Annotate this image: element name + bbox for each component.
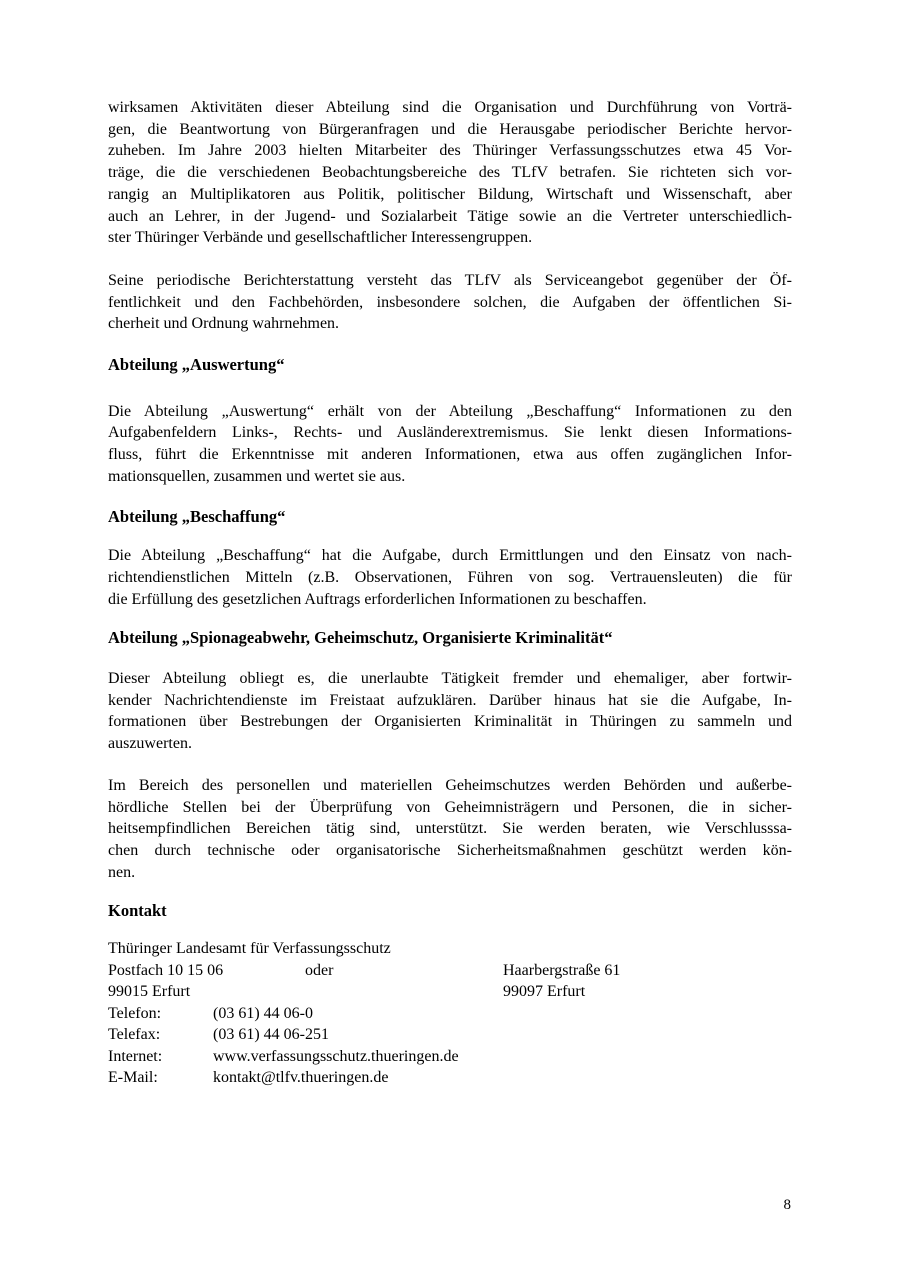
body-paragraph <box>108 270 792 335</box>
section-heading-spionageabwehr: Abteilung „Spionageabwehr, Geheimschutz, Organisierte Kriminalität“ <box>108 628 613 648</box>
paragraph-line: formationen über Bestrebungen der Organisierten Kriminalität in Thüringen zu sammeln und <box>108 713 792 731</box>
page-content <box>108 97 792 1089</box>
street-city: 99097 Erfurt <box>503 983 586 1001</box>
internet-url: www.verfassungsschutz.thueringen.de <box>213 1047 459 1065</box>
organization-name: Thüringer Landesamt für Verfassungsschutz <box>108 940 391 958</box>
paragraph-line: mationsquellen, zusammen und wertet sie aus. <box>108 467 406 485</box>
paragraph-line: richtendienstlichen Mitteln (z.B. Observationen, Führen von sog. Vertrauensleuten) die für <box>108 568 792 586</box>
paragraph-line: fentlichkeit und den Fachbehörden, insbesondere solchen, die Aufgaben der öffentlichen Si- <box>108 293 792 311</box>
contact-address-row <box>108 960 792 982</box>
contact-detail-row <box>108 1003 792 1025</box>
paragraph-line: träge, die die verschiedenen Beobachtungsbereiche des TLfV betrafen. Sie richteten sich vor- <box>108 164 792 182</box>
body-paragraph <box>108 401 792 488</box>
paragraph-line: kender Nachrichtendienste im Freistaat aufzuklären. Darüber hinaus hat sie die Aufgabe, In- <box>108 691 792 709</box>
contact-detail-row <box>108 1046 792 1068</box>
paragraph-line: hördliche Stellen bei der Überprüfung von Geheimnisträgern und Personen, die in sicher- <box>108 798 792 816</box>
paragraph-line: auch an Lehrer, in der Jugend- und Sozialarbeit Tätige sowie an die Vertreter unterschiedlich- <box>108 207 792 225</box>
street-address: Haarbergstraße 61 <box>503 961 621 979</box>
paragraph-line: zuheben. Im Jahre 2003 hielten Mitarbeiter des Thüringer Verfassungsschutzes etwa 45 Vor- <box>108 142 792 160</box>
email-label: E-Mail: <box>108 1069 158 1087</box>
paragraph-line: wirksamen Aktivitäten dieser Abteilung sind die Organisation und Durchführung von Vorträ- <box>108 99 792 116</box>
paragraph-line: Seine periodische Berichterstattung versteht das TLfV als Serviceangebot gegenüber der Öf- <box>108 271 792 289</box>
paragraph-line: auszuwerten. <box>108 735 192 753</box>
address-separator: oder <box>305 961 334 979</box>
body-paragraph <box>108 668 792 755</box>
section-heading-beschaffung: Abteilung „Beschaffung“ <box>108 506 286 526</box>
page-number: 8 <box>783 1197 791 1213</box>
contact-detail-row <box>108 1024 792 1046</box>
paragraph-line: rangig an Multiplikatoren aus Politik, politischer Bildung, Wirtschaft und Wissenschaft, aber <box>108 185 792 203</box>
paragraph-line: Die Abteilung „Beschaffung“ hat die Aufgabe, durch Ermittlungen und den Einsatz von nach- <box>108 547 792 565</box>
paragraph-line: fluss, führt die Erkenntnisse mit anderen Informationen, etwa aus offen zugänglichen Infor- <box>108 446 792 464</box>
paragraph-line: Aufgabenfeldern Links-, Rechts- und Ausländerextremismus. Sie lenkt diesen Informations- <box>108 424 792 442</box>
body-paragraph <box>108 545 792 610</box>
contact-city-row <box>108 981 792 1003</box>
paragraph-line: Im Bereich des personellen und materiellen Geheimschutzes werden Behörden und außerbe- <box>108 776 792 794</box>
contact-detail-row <box>108 1067 792 1089</box>
email-address: kontakt@tlfv.thueringen.de <box>213 1069 389 1087</box>
postbox-city: 99015 Erfurt <box>108 983 191 1001</box>
postbox: Postfach 10 15 06 <box>108 961 224 979</box>
paragraph-line: Die Abteilung „Auswertung“ erhält von der Abteilung „Beschaffung“ Informationen zu den <box>108 402 792 420</box>
telefon-value: (03 61) 44 06-0 <box>213 1004 313 1022</box>
paragraph-line: die Erfüllung des gesetzlichen Auftrags erforderlichen Informationen zu beschaffen. <box>108 590 647 608</box>
paragraph-line: chen durch technische oder organisatorische Sicherheitsmaßnahmen geschützt werden kön- <box>108 841 792 859</box>
body-paragraph <box>108 97 792 249</box>
section-heading-kontakt: Kontakt <box>108 901 167 921</box>
paragraph-line: Dieser Abteilung obliegt es, die unerlaubte Tätigkeit fremder und ehemaliger, aber fortwir- <box>108 670 792 688</box>
paragraph-line: nen. <box>108 863 136 881</box>
paragraph-line: heitsempfindlichen Bereichen tätig sind, unterstützt. Sie werden beraten, wie Verschlusssa- <box>108 820 792 838</box>
paragraph-line: ster Thüringer Verbände und gesellschaftlicher Interessengruppen. <box>108 229 533 247</box>
telefax-label: Telefax: <box>108 1026 161 1044</box>
section-heading-auswertung: Abteilung „Auswertung“ <box>108 355 285 375</box>
paragraph-line: cherheit und Ordnung wahrnehmen. <box>108 315 340 333</box>
contact-block <box>108 938 792 1089</box>
paragraph-line: gen, die Beantwortung von Bürgeranfragen und die Herausgabe periodischer Berichte hervor- <box>108 120 792 138</box>
internet-label: Internet: <box>108 1047 163 1065</box>
telefax-value: (03 61) 44 06-251 <box>213 1026 329 1044</box>
body-paragraph <box>108 775 792 884</box>
telefon-label: Telefon: <box>108 1004 162 1022</box>
contact-organization <box>108 938 792 960</box>
